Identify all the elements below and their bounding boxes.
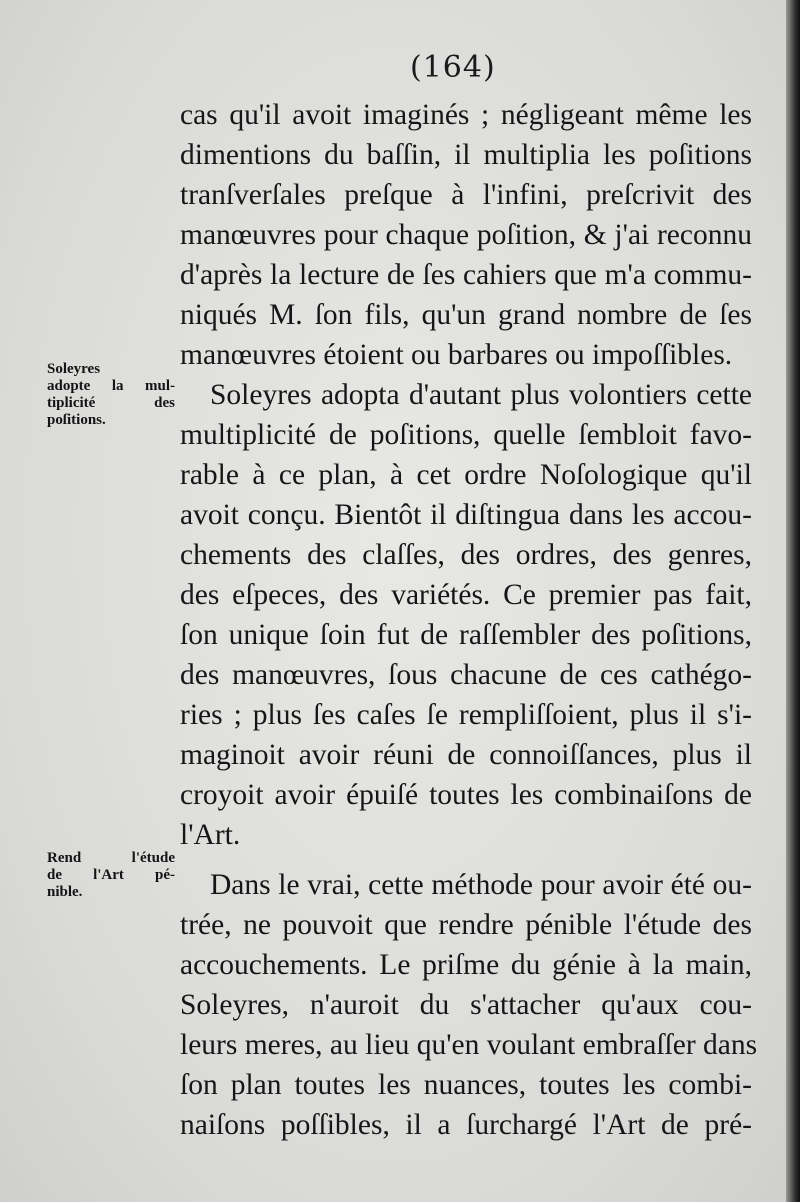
margin-note-line: Soleyres <box>47 361 101 377</box>
text-line: naiſons poſſibles, il a ſurchargé l'Art de pré- <box>180 1109 752 1141</box>
text-line: des eſpeces, des variétés. Ce premier pas fait, <box>180 579 752 611</box>
text-line: maginoit avoir réuni de connoiſſances, plus il <box>180 739 752 771</box>
text-line: cas qu'il avoit imaginés ; négligeant même les <box>180 99 752 131</box>
paragraph-2 <box>180 375 752 855</box>
page-number: (164) <box>410 50 496 85</box>
margin-note-line: tiplicité des <box>47 395 175 411</box>
text-line: croyoit avoir épuiſé toutes les combinaiſons de <box>180 779 752 811</box>
text-line: chements des claſſes, des ordres, des genres, <box>180 539 752 571</box>
text-line: Soleyres, n'auroit du s'attacher qu'aux cou- <box>180 989 752 1021</box>
text-line: accouchements. Le priſme du génie à la main, <box>180 949 752 981</box>
text-line: Dans le vrai, cette méthode pour avoir été ou- <box>210 869 752 901</box>
text-line: manœuvres étoient ou barbares ou impoſſibles. <box>180 339 733 371</box>
page-edge-shadow <box>786 0 800 1202</box>
text-line: d'après la lecture de ſes cahiers que m'a commu- <box>180 259 752 291</box>
text-line: des manœuvres, ſous chacune de ces cathégo- <box>180 659 752 691</box>
text-line: Soleyres adopta d'autant plus volontiers cette <box>210 379 752 411</box>
text-line: l'Art. <box>180 819 241 851</box>
text-line: leurs meres, au lieu qu'en voulant embraſſer dans <box>180 1029 758 1061</box>
text-line: manœuvres pour chaque poſition, & j'ai reconnu <box>180 219 752 251</box>
text-line: trée, ne pouvoit que rendre pénible l'étude des <box>180 909 752 941</box>
text-line: rable à ce plan, à cet ordre Noſologique qu'il <box>180 459 752 491</box>
paragraph-1 <box>180 95 752 375</box>
body-text <box>180 95 758 1145</box>
text-line: avoit conçu. Bientôt il diſtingua dans les accou- <box>180 499 752 531</box>
text-line: tranſverſales preſque à l'infini, preſcrivit des <box>180 179 752 211</box>
margin-note-line: poſitions. <box>47 412 106 428</box>
text-line: ſon unique ſoin fut de raſſembler des poſitions, <box>180 619 752 651</box>
margin-note-1 <box>47 361 175 429</box>
text-line: ries ; plus ſes caſes ſe rempliſſoient, plus il s'i- <box>180 699 752 731</box>
margin-note-line: Rend l'étude <box>47 850 175 866</box>
text-line: niqués M. ſon fils, qu'un grand nombre de ſes <box>180 299 752 331</box>
text-line: ſon plan toutes les nuances, toutes les combi- <box>180 1069 752 1101</box>
margin-note-line: nible. <box>47 884 83 900</box>
margin-note-2 <box>47 850 175 901</box>
text-line: dimentions du baſſin, il multiplia les poſitions <box>180 139 752 171</box>
text-line: multiplicité de poſitions, quelle ſembloit favo- <box>180 419 752 451</box>
margin-note-line: de l'Art pé- <box>47 867 175 883</box>
paragraph-3 <box>180 865 758 1145</box>
margin-note-line: adopte la mul- <box>47 378 175 394</box>
